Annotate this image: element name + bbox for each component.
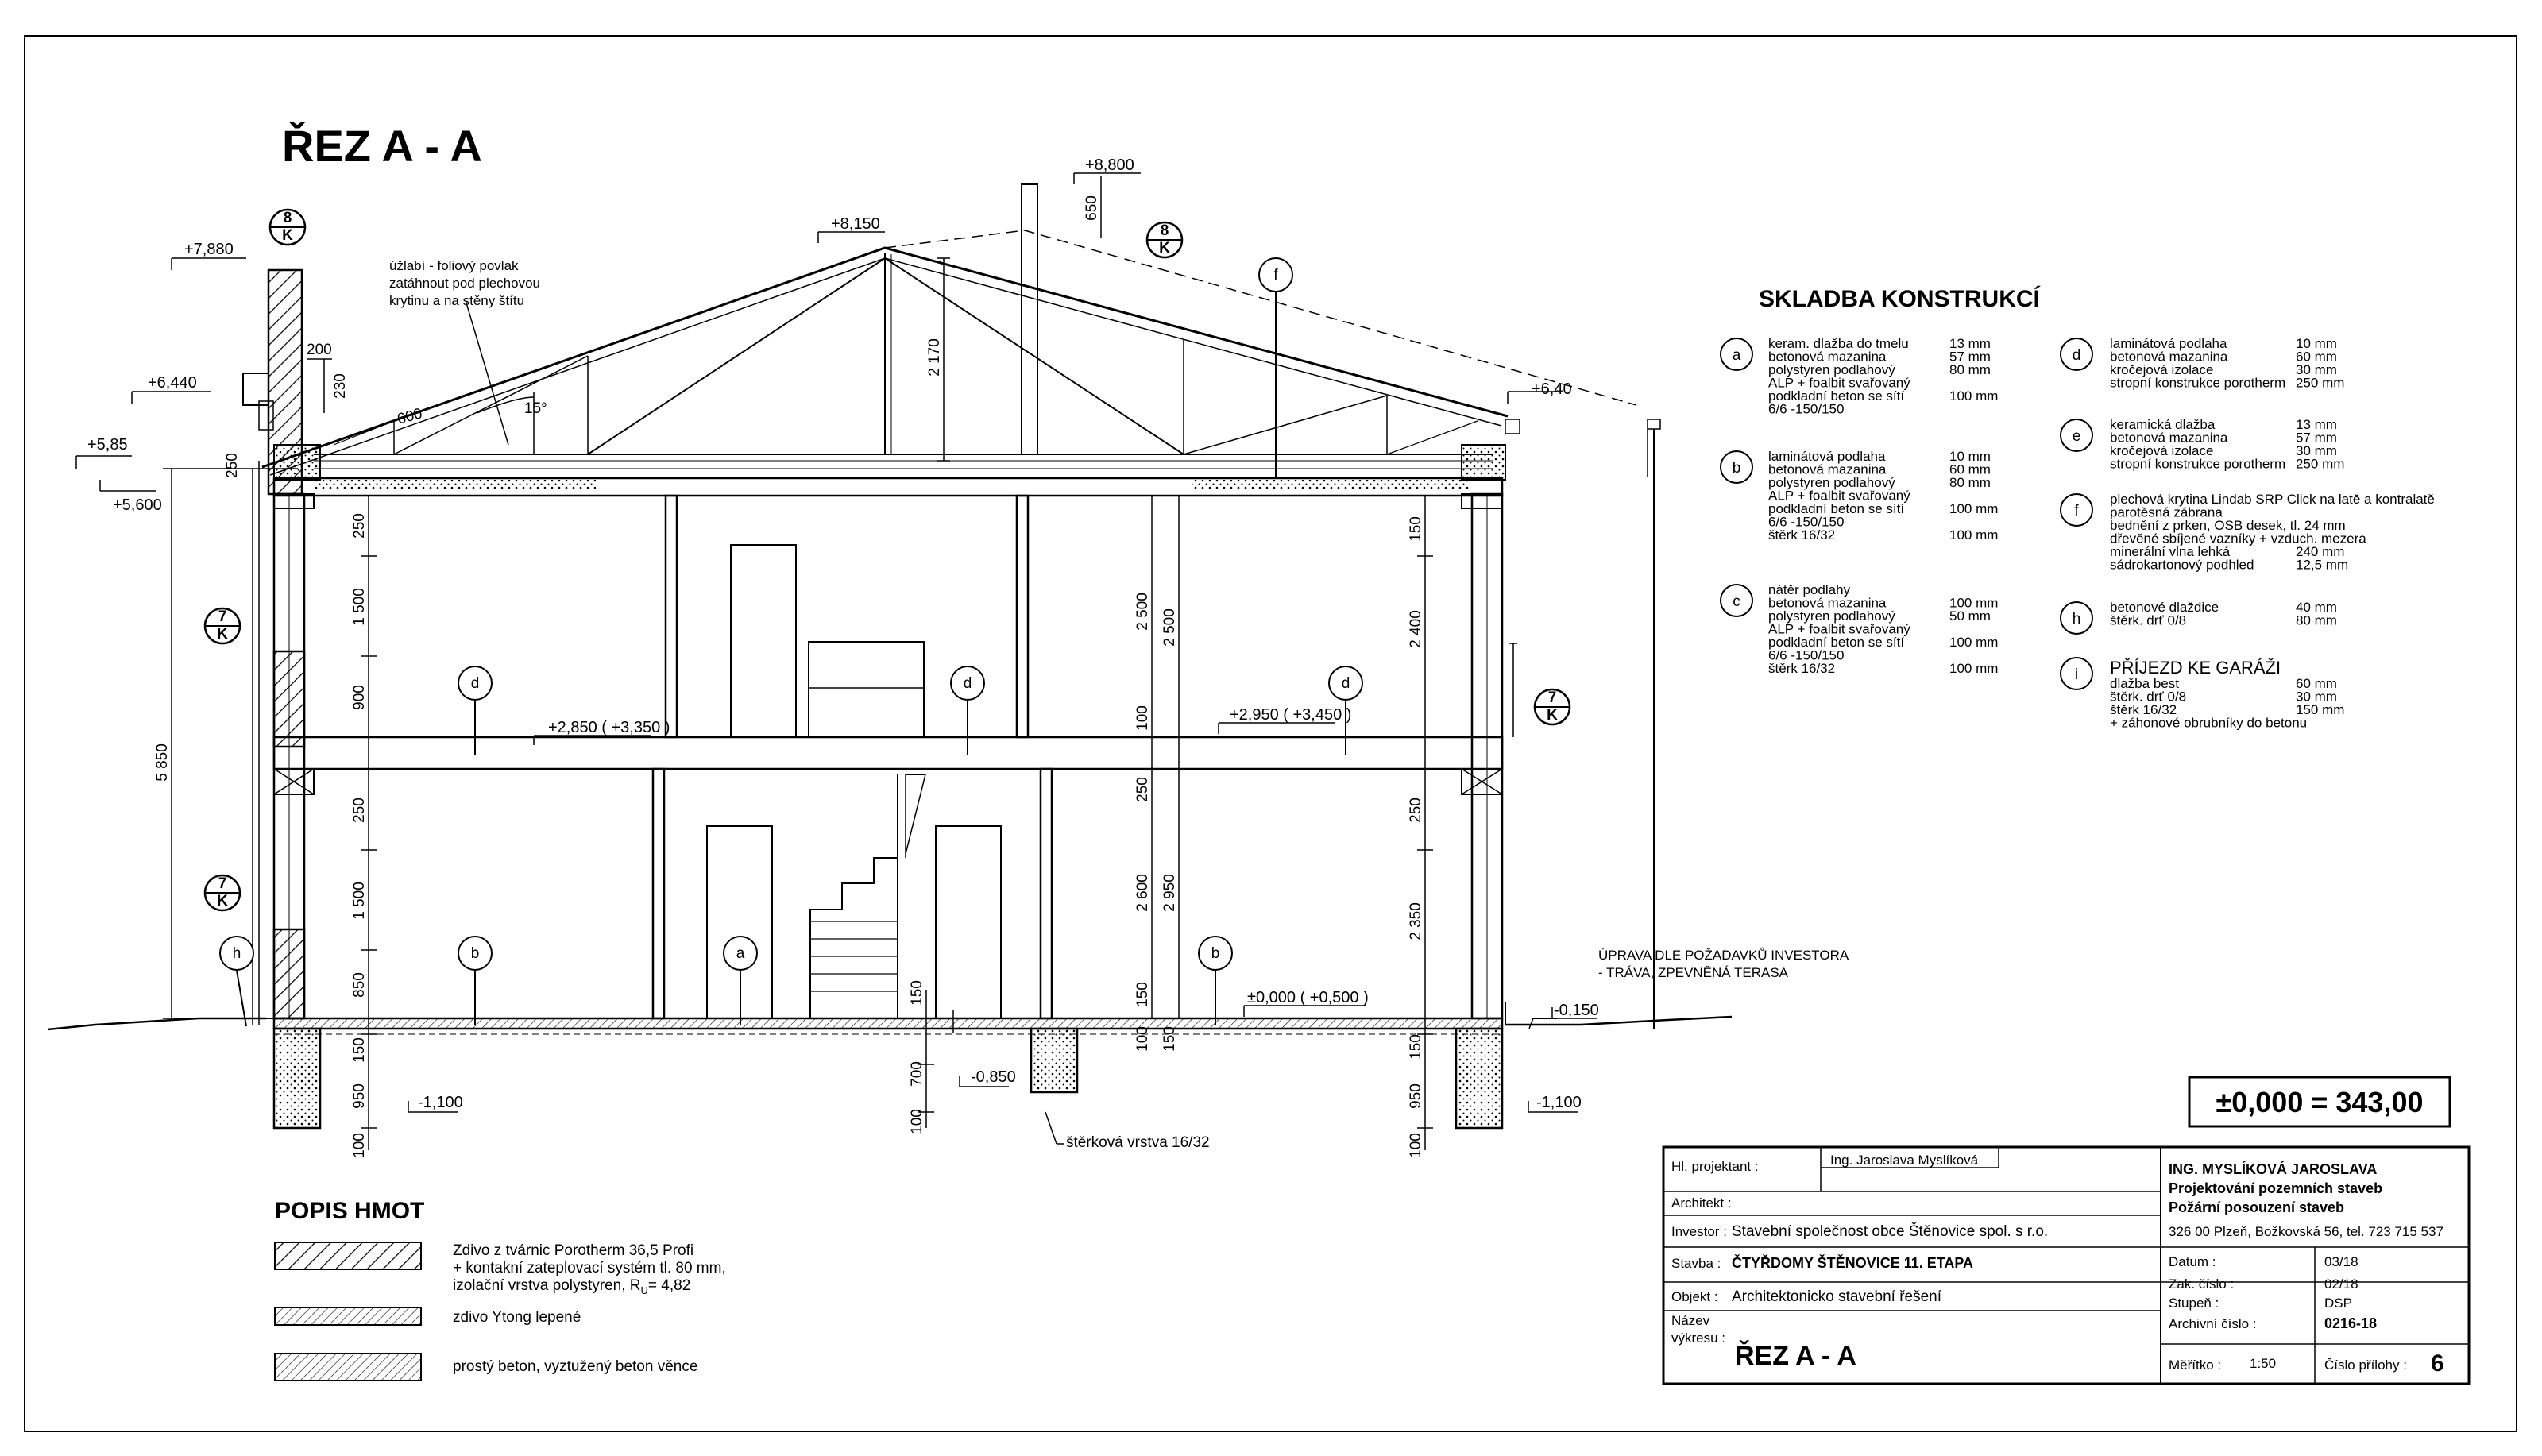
bubble-a: a: [736, 945, 745, 962]
dimension-lines: [163, 176, 1433, 1150]
svg-text:250: 250: [351, 513, 368, 539]
skladba-layer: štěrk. drť 0/8: [2110, 689, 2187, 705]
skladba-thickness: 100 mm: [1949, 661, 1999, 676]
skladba-layer: 6/6 -150/150: [1768, 401, 1845, 417]
svg-text:+6,440: +6,440: [148, 374, 197, 392]
skladba-thickness: 13 mm: [2296, 417, 2337, 432]
skladba-thickness: 80 mm: [1949, 475, 1991, 490]
skladba-layer: štěrk. drť 0/8: [2110, 612, 2187, 628]
svg-text:+7,880: +7,880: [184, 241, 234, 258]
skladba-layer: 6/6 -150/150: [1768, 647, 1845, 663]
svg-text:- TRÁVA, ZPEVNĚNÁ TERASA: - TRÁVA, ZPEVNĚNÁ TERASA: [1598, 965, 1789, 980]
skladba-layer: minerální vlna lehká: [2110, 544, 2231, 559]
skladba-layer: dlažba best: [2110, 676, 2179, 691]
svg-text:250: 250: [224, 453, 241, 478]
tb-datum-label: Datum :: [2169, 1254, 2216, 1269]
svg-text:100: 100: [909, 1109, 925, 1134]
skladba-thickness: 60 mm: [2296, 349, 2337, 365]
svg-text:1:50: 1:50: [2250, 1356, 2277, 1371]
svg-text:8: 8: [1160, 222, 1169, 239]
svg-text:K: K: [217, 893, 228, 910]
skladba-layer: parotěsná zábrana: [2110, 504, 2223, 520]
skladba-layer: polystyren podlahový: [1768, 608, 1895, 624]
material-bubbles: [220, 258, 1362, 1026]
svg-text:-0,150: -0,150: [1554, 1002, 1599, 1019]
svg-text:150: 150: [1134, 982, 1151, 1007]
svg-text:Stupeň :: Stupeň :: [2169, 1296, 2219, 1311]
svg-text:950: 950: [1408, 1083, 1424, 1109]
tb-datum-value: 03/18: [2324, 1254, 2358, 1269]
section-marker-7k-c: [1535, 689, 1570, 724]
skladba-layer: kročejová izolace: [2110, 443, 2214, 458]
bubble-d: d: [470, 675, 480, 692]
tb-inv-value: Stavební společnost obce Štěnovice spol. s r.o.: [1732, 1223, 2049, 1240]
tb-nazev-label: Název: [1671, 1313, 1710, 1328]
svg-text:7: 7: [218, 875, 227, 892]
svg-text:-1,100: -1,100: [1536, 1094, 1582, 1111]
skladba-layer: betonová mazanina: [1768, 462, 1887, 477]
skladba-layer: + záhonové obrubníky do betonu: [2110, 715, 2308, 731]
skladba-key: e: [2072, 428, 2081, 445]
svg-text:+5,600: +5,600: [113, 496, 162, 514]
tb-stavba-value: ČTYŘDOMY ŠTĚNOVICE 11. ETAPA: [1732, 1255, 1974, 1271]
skladba-layer: betonová mazanina: [1768, 595, 1887, 611]
tb-hl-label: Hl. projektant :: [1671, 1159, 1759, 1174]
svg-text:zdivo Ytong lepené: zdivo Ytong lepené: [453, 1309, 581, 1326]
svg-text:Zak. číslo :: Zak. číslo :: [2169, 1276, 2235, 1292]
svg-text:0216-18: 0216-18: [2324, 1315, 2378, 1331]
bubble-d: d: [1341, 675, 1350, 692]
svg-text:2 500: 2 500: [1161, 608, 1178, 647]
svg-text:100: 100: [1134, 1026, 1151, 1052]
skladba-thickness: 80 mm: [1949, 362, 1991, 377]
skladba-block-h: [2061, 600, 2337, 634]
skladba-layer: betonová mazanina: [1768, 349, 1887, 365]
skladba-block-d: [2061, 336, 2344, 391]
level-labels: [87, 156, 1599, 1111]
skladba-thickness: 150 mm: [2296, 702, 2345, 717]
svg-text:150: 150: [909, 980, 925, 1006]
svg-text:+6,40: +6,40: [1532, 380, 1572, 398]
svg-text:±0,000 ( +0,500 ): ±0,000 ( +0,500 ): [1247, 989, 1369, 1006]
skladba-layer: keramická dlažba: [2110, 417, 2216, 432]
svg-text:7: 7: [1547, 689, 1557, 706]
skladba-layer: ALP + foalbit svařovaný: [1768, 621, 1910, 637]
building-section: [48, 184, 1732, 1128]
skladba-layer: betonová mazanina: [2110, 349, 2228, 365]
skladba-layer: laminátová podlaha: [2110, 336, 2227, 351]
skladba-thickness: 30 mm: [2296, 689, 2337, 705]
skladba-thickness: 100 mm: [1949, 635, 1999, 650]
svg-text:Projektování pozemních staveb: Projektování pozemních staveb: [2169, 1180, 2383, 1196]
skladba-layer: betonové dlaždice: [2110, 600, 2219, 615]
svg-text:prostý beton, vyztužený beton: prostý beton, vyztužený beton věnce: [453, 1358, 698, 1375]
popis-title: POPIS HMOT: [275, 1198, 425, 1224]
svg-text:250: 250: [1134, 777, 1151, 802]
bubble-h: h: [232, 945, 241, 962]
skladba-thickness: 30 mm: [2296, 362, 2337, 377]
drawing-title: ŘEZ A - A: [282, 121, 482, 171]
svg-text:250: 250: [351, 798, 368, 823]
bubble-b: b: [470, 945, 480, 962]
skladba-thickness: 100 mm: [1949, 595, 1999, 611]
skladba-thickness: 50 mm: [1949, 608, 1991, 624]
skladba-layer: ALP + foalbit svařovaný: [1768, 375, 1910, 391]
svg-text:150: 150: [351, 1037, 368, 1063]
svg-text:02/18: 02/18: [2324, 1276, 2358, 1292]
svg-text:2 500: 2 500: [1134, 593, 1151, 631]
svg-text:ÚPRAVA DLE POŽADAVKŮ INVESTORA: ÚPRAVA DLE POŽADAVKŮ INVESTORA: [1598, 948, 1849, 963]
first-floor-slab: [274, 737, 1502, 769]
svg-text:krytinu a na stěny štítu: krytinu a na stěny štítu: [389, 293, 525, 308]
svg-text:+8,800: +8,800: [1085, 156, 1134, 174]
skladba-block-e: [2061, 417, 2344, 472]
skladba-thickness: 57 mm: [2296, 430, 2337, 446]
skladba-thickness: 60 mm: [2296, 676, 2337, 691]
svg-text:K: K: [1547, 707, 1558, 724]
bubble-b: b: [1211, 945, 1220, 962]
svg-text:výkresu :: výkresu :: [1671, 1330, 1726, 1346]
svg-text:650: 650: [1084, 195, 1100, 221]
svg-text:326 00 Plzeň, Božkovská 56, te: 326 00 Plzeň, Božkovská 56, tel. 723 715 537: [2169, 1224, 2443, 1239]
skladba-thickness: 100 mm: [1949, 527, 1999, 543]
tb-objekt-value: Architektonicko stavební řešení: [1732, 1288, 1942, 1305]
skladba-key: i: [2074, 666, 2079, 683]
svg-text:+5,85: +5,85: [87, 436, 128, 454]
skladba-layer: laminátová podlaha: [1768, 449, 1886, 464]
skladba-key: f: [2074, 503, 2079, 519]
skladba-block-b: [1721, 449, 1998, 543]
svg-text:2 400: 2 400: [1408, 610, 1424, 648]
svg-text:150: 150: [1408, 516, 1424, 542]
popis-legend: [275, 1242, 726, 1381]
skladba-key: h: [2072, 611, 2081, 628]
svg-text:DSP: DSP: [2324, 1296, 2352, 1311]
tb-company: ING. MYSLÍKOVÁ JAROSLAVA: [2169, 1161, 2378, 1177]
svg-text:5 850: 5 850: [154, 743, 171, 782]
tb-arch-label: Architekt :: [1671, 1195, 1732, 1211]
svg-text:izolační vrstva polystyren, RU: izolační vrstva polystyren, $R_U= 4,82$: [453, 1277, 691, 1296]
skladba-thickness: 13 mm: [1949, 336, 1991, 351]
skladba-thickness: 80 mm: [2296, 612, 2337, 628]
skladba-block-a: [1721, 336, 1998, 417]
svg-text:Archivní číslo :: Archivní číslo :: [2169, 1316, 2257, 1331]
svg-text:700: 700: [909, 1061, 925, 1087]
skladba-thickness: 100 mm: [1949, 501, 1999, 516]
skladba-layer: bednění z prken, OSB desek, tl. 24 mm: [2110, 518, 2346, 533]
svg-text:850: 850: [351, 972, 368, 998]
foundation-left: [274, 1029, 320, 1128]
svg-text:900: 900: [351, 685, 368, 710]
foundation-right: [1456, 1029, 1502, 1128]
svg-text:950: 950: [351, 1083, 368, 1109]
skladba-layer: stropní konstrukce porotherm: [2110, 456, 2286, 472]
svg-text:7: 7: [218, 608, 227, 625]
tb-nazev-value: ŘEZ A - A: [1735, 1341, 1856, 1371]
svg-text:+ kontakní zateplovací systém: + kontakní zateplovací systém tl. 80 mm,: [453, 1260, 726, 1276]
svg-text:15°: 15°: [524, 400, 547, 417]
svg-text:Měřítko :: Měřítko :: [2169, 1358, 2222, 1373]
skladba-layer: polystyren podlahový: [1768, 362, 1895, 377]
skladba-list: [1721, 336, 2435, 731]
skladba-key: d: [2072, 347, 2081, 364]
skladba-block-i: [2061, 658, 2344, 731]
skladba-layer: plechová krytina Lindab SRP Click na latě a kontralatě: [2110, 492, 2435, 507]
svg-text:+2,850 ( +3,350 ): +2,850 ( +3,350 ): [548, 719, 670, 736]
svg-text:K: K: [217, 626, 228, 643]
svg-text:+2,950 ( +3,450 ): +2,950 ( +3,450 ): [1230, 706, 1352, 724]
svg-text:100: 100: [1134, 705, 1151, 731]
skladba-thickness: 250 mm: [2296, 456, 2345, 472]
tb-hl-value: Ing. Jaroslava Myslíková: [1830, 1153, 1979, 1168]
svg-text:úžlabí - foliový povlak: úžlabí - foliový povlak: [389, 258, 519, 273]
skladba-layer: sádrokartonový podhled: [2110, 557, 2254, 573]
svg-text:2 170: 2 170: [926, 338, 943, 377]
tb-priloha-value: 6: [2431, 1350, 2444, 1377]
skladba-thickness: 40 mm: [2296, 600, 2337, 615]
skladba-key: c: [1733, 593, 1740, 610]
skladba-thickness: 12,5 mm: [2296, 557, 2349, 573]
svg-text:100: 100: [1408, 1133, 1424, 1158]
skladba-key: b: [1732, 460, 1741, 477]
drawing-notes: [389, 258, 1849, 1151]
section-marker-7k-b: [205, 875, 240, 910]
bubble-f: f: [1273, 267, 1278, 284]
tb-stavba-label: Stavba :: [1671, 1256, 1721, 1271]
foundation-mid: [1031, 1029, 1077, 1092]
svg-text:150: 150: [1408, 1034, 1424, 1060]
skladba-thickness: 30 mm: [2296, 443, 2337, 458]
skladba-thickness: 250 mm: [2296, 375, 2345, 391]
skladba-block-c: [1721, 582, 1998, 676]
skladba-key: a: [1732, 347, 1741, 364]
skladba-subtitle: PŘÍJEZD KE GARÁŽI: [2110, 658, 2281, 678]
svg-text:Zdivo z tvárnic Porotherm 36,5: Zdivo z tvárnic Porotherm 36,5 Profi: [453, 1242, 694, 1259]
skladba-title: SKLADBA KONSTRUKCÍ: [1759, 286, 2040, 312]
svg-text:8: 8: [283, 210, 292, 226]
svg-text:2 600: 2 600: [1134, 874, 1151, 912]
skladba-layer: podkladní beton se sítí: [1768, 388, 1905, 404]
skladba-thickness: 57 mm: [1949, 349, 1991, 365]
svg-text:1 500: 1 500: [351, 882, 368, 920]
datum-text: ±0,000 = 343,00: [2216, 1086, 2424, 1118]
svg-text:150: 150: [1161, 1026, 1178, 1052]
svg-text:K: K: [1159, 240, 1170, 257]
skladba-thickness: 240 mm: [2296, 544, 2345, 559]
skladba-block-f: [2061, 492, 2435, 573]
skladba-thickness: 100 mm: [1949, 388, 1999, 404]
skladba-layer: podkladní beton se sítí: [1768, 501, 1905, 516]
svg-text:2 950: 2 950: [1161, 874, 1178, 912]
skladba-layer: štěrk 16/32: [2110, 702, 2177, 717]
skladba-layer: 6/6 -150/150: [1768, 514, 1845, 530]
svg-text:zatáhnout pod plechovou: zatáhnout pod plechovou: [389, 276, 540, 291]
svg-text:100: 100: [351, 1133, 368, 1158]
tb-inv-label: Investor :: [1671, 1224, 1727, 1239]
skladba-layer: betonová mazanina: [2110, 430, 2228, 446]
skladba-layer: štěrk 16/32: [1768, 661, 1836, 676]
skladba-layer: stropní konstrukce porotherm: [2110, 375, 2286, 391]
svg-text:1 500: 1 500: [351, 588, 368, 626]
svg-text:-0,850: -0,850: [971, 1068, 1016, 1086]
svg-text:Požární posouzení staveb: Požární posouzení staveb: [2169, 1199, 2345, 1215]
section-marker-8k-right: [1147, 222, 1182, 257]
tb-objekt-label: Objekt :: [1671, 1289, 1718, 1304]
svg-text:230: 230: [332, 373, 349, 399]
ground-slab: [274, 1018, 1502, 1029]
skladba-layer: podkladní beton se sítí: [1768, 635, 1905, 650]
skladba-thickness: 10 mm: [2296, 336, 2337, 351]
dimension-labels: [154, 195, 1424, 1158]
skladba-layer: polystyren podlahový: [1768, 475, 1895, 490]
svg-text:250: 250: [1408, 798, 1424, 823]
svg-text:-1,100: -1,100: [418, 1094, 463, 1111]
svg-text:200: 200: [307, 342, 332, 358]
svg-text:K: K: [282, 227, 293, 244]
bubble-d: d: [963, 675, 972, 692]
skladba-layer: štěrk 16/32: [1768, 527, 1836, 543]
svg-text:600: 600: [395, 405, 424, 428]
skladba-thickness: 60 mm: [1949, 462, 1991, 477]
skladba-layer: kročejová izolace: [2110, 362, 2214, 377]
svg-text:2 350: 2 350: [1408, 902, 1424, 940]
svg-text:Číslo přílohy :: Číslo přílohy :: [2324, 1358, 2407, 1373]
section-marker-7k-a: [205, 608, 240, 643]
skladba-layer: keram. dlažba do tmelu: [1768, 336, 1909, 351]
skladba-layer: ALP + foalbit svařovaný: [1768, 488, 1910, 504]
skladba-thickness: 10 mm: [1949, 449, 1991, 464]
section-marker-8k-left: [270, 210, 305, 245]
skladba-layer: dřevěné sbíjené vazníky + vzduch. mezera: [2110, 531, 2366, 546]
svg-text:štěrková vrstva 16/32: štěrková vrstva 16/32: [1066, 1134, 1210, 1151]
skladba-layer: nátěr podlahy: [1768, 582, 1851, 597]
svg-text:+8,150: +8,150: [831, 215, 880, 233]
